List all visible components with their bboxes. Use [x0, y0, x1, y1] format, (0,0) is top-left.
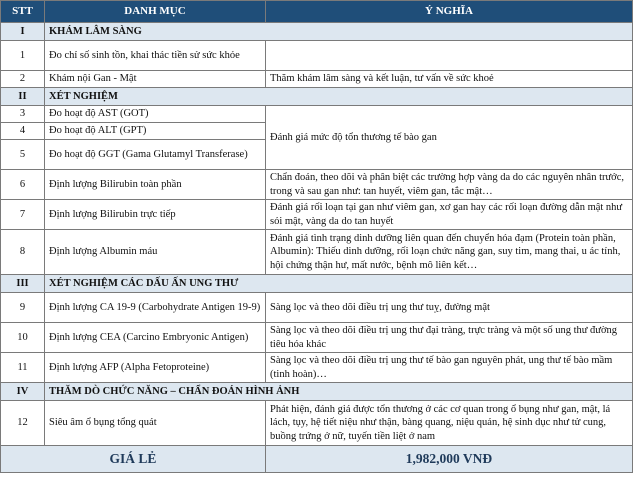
row-name: Định lượng CA 19-9 (Carbohydrate Antigen 19-9) [45, 293, 266, 323]
section-row [1, 383, 633, 401]
price-row [1, 446, 633, 473]
table-row [1, 230, 633, 275]
header-meaning: Ý NGHĨA [266, 1, 633, 23]
row-name: Khám nội Gan - Mật [45, 71, 266, 88]
section-row [1, 23, 633, 41]
row-stt: 6 [1, 170, 45, 200]
row-name: Đo hoạt độ AST (GOT) [45, 106, 266, 123]
table-row [1, 170, 633, 200]
table-row [1, 323, 633, 353]
row-name: Đo hoạt độ ALT (GPT) [45, 123, 266, 140]
row-meaning: Chẩn đoán, theo dõi và phân biệt các trường hợp vàng da do các nguyên nhân trước, trong và sau gan như: tan huyết, viêm gan, tắc mật… [266, 170, 633, 200]
merged-meaning: Đánh giá mức độ tổn thương tế bào gan [266, 106, 633, 170]
row-name: Siêu âm ổ bụng tổng quát [45, 401, 266, 446]
row-stt: 11 [1, 353, 45, 383]
row-stt: 4 [1, 123, 45, 140]
row-meaning: Thăm khám lâm sàng và kết luận, tư vấn về sức khoẻ [266, 71, 633, 88]
row-meaning: Sàng lọc và theo dõi điều trị ung thư đại tràng, trực tràng và một số ung thư đường tiêu hóa khác [266, 323, 633, 353]
row-stt: 7 [1, 200, 45, 230]
row-meaning: Đánh giá rối loạn tại gan như viêm gan, xơ gan hay các rối loạn đường dẫn mật như sỏi mật, vàng da do tan huyết [266, 200, 633, 230]
row-name: Định lượng CEA (Carcino Embryonic Antigen) [45, 323, 266, 353]
row-meaning: Sàng lọc và theo dõi điều trị ung thư tế bào gan nguyên phát, ung thư tế bào mầm (tinh hoàn)… [266, 353, 633, 383]
table-row [1, 71, 633, 88]
table-row [1, 293, 633, 323]
row-meaning: Đánh giá tình trạng dinh dưỡng liên quan đến chuyển hóa đạm (Protein toàn phần, Albumin): Thiếu dinh dưỡng, rối loạn chức năng gan, suy tim, mang thai, u ác tính, hội chứng thận hư, mất nước, bệnh mô liên kết… [266, 230, 633, 275]
row-stt: 12 [1, 401, 45, 446]
row-meaning [266, 41, 633, 71]
section-title: KHÁM LÂM SÀNG [45, 23, 633, 41]
section-roman: IV [1, 383, 45, 401]
row-stt: 10 [1, 323, 45, 353]
section-roman: II [1, 88, 45, 106]
header-category: DANH MỤC [45, 1, 266, 23]
section-title: THĂM DÒ CHỨC NĂNG – CHẨN ĐOÁN HÌNH ẢNH [45, 383, 633, 401]
section-roman: I [1, 23, 45, 41]
row-stt: 2 [1, 71, 45, 88]
section-row [1, 88, 633, 106]
row-stt: 8 [1, 230, 45, 275]
section-row [1, 275, 633, 293]
table-header-row [1, 1, 633, 23]
section-title: XÉT NGHIỆM [45, 88, 633, 106]
row-name: Định lượng Bilirubin trực tiếp [45, 200, 266, 230]
row-name: Đo hoạt độ GGT (Gama Glutamyl Transferase) [45, 140, 266, 170]
section-title: XÉT NGHIỆM CÁC DẤU ẤN UNG THƯ [45, 275, 633, 293]
price-value: 1,982,000 VNĐ [266, 446, 633, 473]
row-meaning: Sàng lọc và theo dõi điều trị ung thư tuỵ, đường mật [266, 293, 633, 323]
table-row [1, 106, 633, 123]
table-row [1, 353, 633, 383]
price-label: GIÁ LẺ [1, 446, 266, 473]
row-name: Đo chỉ số sinh tồn, khai thác tiền sử sức khỏe [45, 41, 266, 71]
row-stt: 9 [1, 293, 45, 323]
row-name: Định lượng Bilirubin toàn phần [45, 170, 266, 200]
header-stt: STT [1, 1, 45, 23]
row-name: Định lượng AFP (Alpha Fetoproteine) [45, 353, 266, 383]
table-row [1, 401, 633, 446]
row-stt: 5 [1, 140, 45, 170]
row-stt: 3 [1, 106, 45, 123]
row-meaning: Phát hiện, đánh giá được tổn thương ở các cơ quan trong ổ bụng như gan, mật, lá lách, tụy, hệ tiết niệu như thận, bàng quang, niệu quản, hệ sinh dục như tử cung, buồng trứng ở nữ, tuyến tiền liệt ở nam [266, 401, 633, 446]
section-roman: III [1, 275, 45, 293]
table-row [1, 200, 633, 230]
table-row [1, 41, 633, 71]
row-name: Định lượng Albumin máu [45, 230, 266, 275]
row-stt: 1 [1, 41, 45, 71]
